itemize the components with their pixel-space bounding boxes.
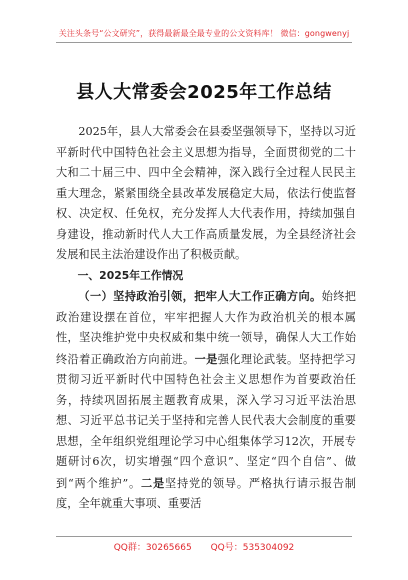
point-two-lead: 二是 bbox=[140, 475, 165, 490]
point-one-text: 强化理论武装。坚持把学习贯彻习近平新时代中国特色社会主义思想作为首要政治任务，持续巩固拓展主题教育成果，深入学习习近平法治思想、习近平总书记关于坚持和完善人民代表大会制度的重要思想，全年组织党组理论学习中心组集体学习12次，开展专题研讨6次，切实增强“四个意识”、坚定“四个自信”、做到“两个维护”。 bbox=[56, 352, 356, 490]
footer-contact bbox=[0, 540, 408, 553]
intro-paragraph: 2025年，县人大常委会在县委坚强领导下，坚持以习近平新时代中国特色社会主义思想为指导，全面贯彻党的二十大和二十届三中、四中全会精神，深入践行全过程人民民主重大理念，紧紧围绕全县改革发展稳定大局，依法行使监督权、决定权、任免权，充分发挥人大代表作用，持续加强自身建设，推动新时代人大工作高质量发展，为全县经济社会发展和民主法治建设作出了积极贡献。 bbox=[56, 125, 356, 261]
footer-divider bbox=[56, 536, 352, 537]
subsection-text: 始终把政治建设摆在首位，牢牢把握人大作为政治机关的根本属性，坚决维护党中央权威和集中统一领导，确保人大工作始终沿着正确政治方向前进。 bbox=[56, 290, 356, 366]
header-divider bbox=[56, 42, 352, 43]
header-promo-text: 关注头条号“公文研究”，获得最新最全最专业的公文资料库！ 微信：gongwenyj bbox=[58, 29, 350, 38]
subsection-lead: （一）坚持政治引领，把牢人大工作正确方向。 bbox=[78, 289, 322, 303]
point-two-text: 坚持党的领导。严格执行请示报告制度，全年就重大事项、重要活 bbox=[56, 476, 356, 510]
point-one-lead: 一是 bbox=[194, 351, 218, 366]
subsection-paragraph bbox=[56, 286, 356, 515]
footer-qq-number: QQ号：535304092 bbox=[210, 543, 295, 553]
footer-qq-group: QQ群：30265665 bbox=[113, 543, 192, 553]
document-title: 县人大常委会2025年工作总结 bbox=[76, 82, 332, 103]
document-body bbox=[56, 122, 356, 515]
section-heading: 一、2025年工作情况 bbox=[77, 268, 184, 282]
